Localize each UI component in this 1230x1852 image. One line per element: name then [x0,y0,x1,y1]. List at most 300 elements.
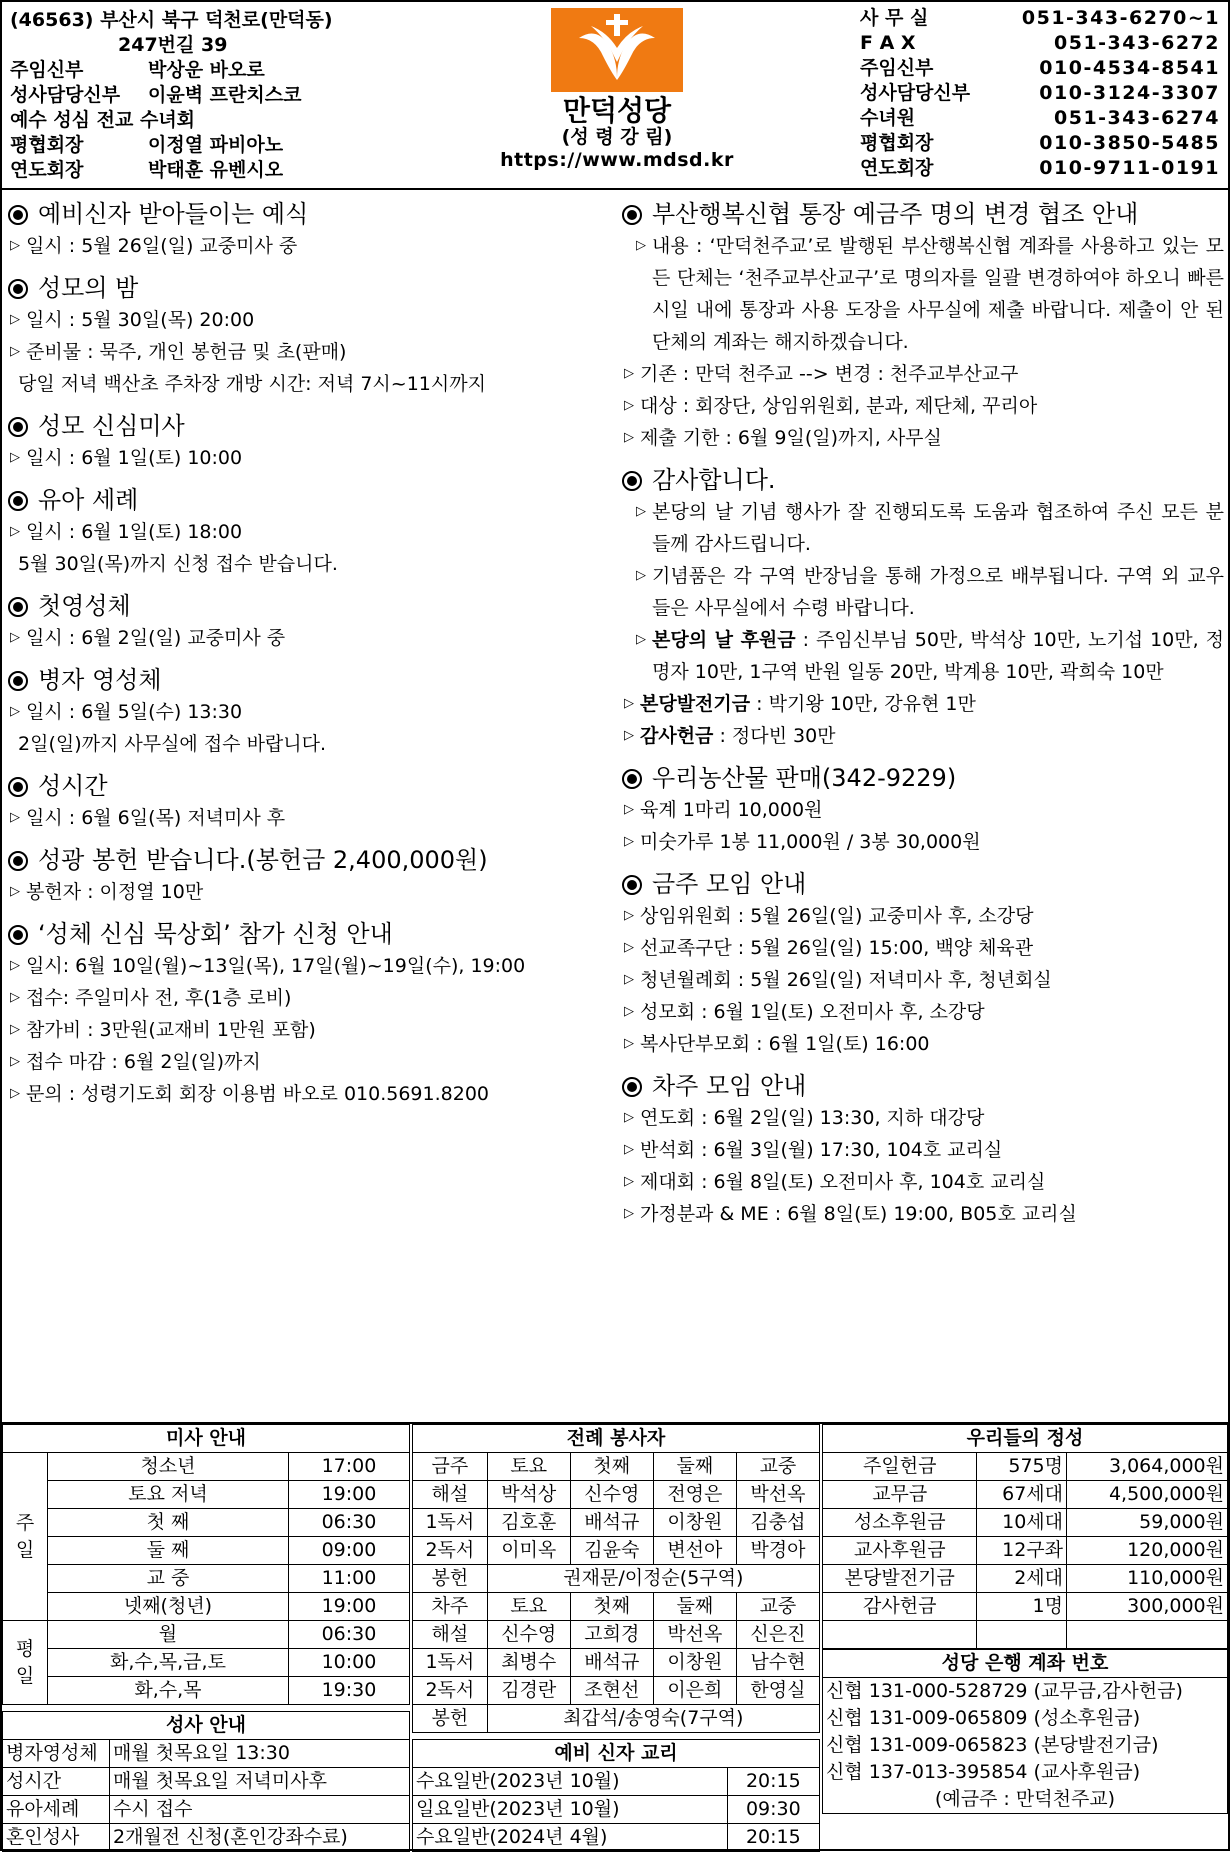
liturgy-table [412,1424,820,1733]
triangle-icon: ▷ [624,972,634,987]
offering-amount: 4,500,000원 [1067,1481,1228,1509]
notice-section [8,198,608,262]
bullet-icon [8,671,28,691]
notice-section [8,590,608,654]
liturgy-cell: 신수영 [487,1621,570,1649]
triangle-icon: ▷ [624,1142,634,1157]
section-title-text: 유아 세례 [38,486,139,514]
liturgy-cell: 이창원 [653,1509,736,1537]
bank-table [822,1649,1228,1814]
class-name: 수요일반(2024년 4월) [413,1824,728,1852]
contact-label: 연도회장 [860,157,934,179]
liturgy-head: 둘째 [653,1453,736,1481]
header-right [860,6,1220,181]
notice-item [8,442,608,474]
triangle-icon: ▷ [10,450,20,465]
liturgy-cell: 배석규 [570,1649,653,1677]
liturgy-head: 금주 [413,1453,488,1481]
liturgy-cell: 1독서 [413,1509,488,1537]
bullet-icon [622,769,642,789]
catechumen-table [412,1739,820,1852]
triangle-icon: ▷ [10,1022,20,1037]
bullet-icon [8,851,28,871]
contact-number: 010-3850-5485 [1039,132,1220,154]
triangle-icon: ▷ [10,312,20,327]
mass-table [2,1424,410,1705]
table-row [3,1677,410,1705]
empty-cell [823,1621,977,1649]
header-right-row [860,106,1220,131]
liturgy-title: 전례 봉사자 [413,1425,820,1453]
liturgy-offering: 권재문/이정순(5구역) [487,1565,819,1593]
notice-section [8,664,608,760]
header-left-value: 이윤벽 프란치스코 [148,84,302,106]
section-title [8,918,608,950]
table-row [3,1768,410,1796]
table-row [413,1740,820,1768]
notice-item [622,900,1224,932]
triangle-icon: ▷ [624,728,634,743]
table-row [823,1593,1228,1621]
section-title [8,410,608,442]
empty-cell [1067,1621,1228,1649]
notice-item-text: : 박기왕 10만, 강유현 1만 [750,693,976,715]
notice-item-text: 일시 : 6월 1일(토) 18:00 [26,521,243,543]
notice-item-text: 청년월례회 : 5월 26일(일) 저녁미사 후, 청년회실 [640,969,1052,991]
header-left-label: 성사담당신부 [10,84,121,106]
contact-number: 051-343-6272 [1054,32,1220,54]
triangle-icon: ▷ [624,398,634,413]
header-left-row [10,158,333,183]
triangle-icon: ▷ [636,568,646,583]
section-title-text: 부산행복신협 통장 예금주 명의 변경 협조 안내 [652,200,1139,228]
left-column [8,188,608,1120]
table-row [823,1678,1228,1814]
offering-amount: 59,000원 [1067,1509,1228,1537]
triangle-icon: ▷ [636,238,646,253]
church-url[interactable]: https://www.mdsd.kr [500,149,734,171]
table-row [3,1593,410,1621]
notice-item-text: 일시 : 5월 30일(목) 20:00 [26,309,255,331]
mass-name: 화,수,목 [48,1677,289,1705]
mass-time: 19:00 [288,1481,409,1509]
sacrament-name: 성시간 [3,1768,110,1796]
liturgy-head: 교중 [736,1453,819,1481]
liturgy-cell: 김충섭 [736,1509,819,1537]
table-row [823,1509,1228,1537]
bullet-icon [622,875,642,895]
table-row [823,1537,1228,1565]
offering-amount: 120,000원 [1067,1537,1228,1565]
notice-item [8,336,608,368]
class-name: 일요일반(2023년 10월) [413,1796,728,1824]
mass-name: 둘 째 [48,1537,289,1565]
mass-time: 06:30 [288,1509,409,1537]
bank-title: 성당 은행 계좌 번호 [823,1650,1228,1678]
triangle-icon: ▷ [10,990,20,1005]
address-line-2: 247번길 39 [118,34,228,56]
notice-item-text: 일시 : 6월 1일(토) 10:00 [26,447,243,469]
triangle-icon: ▷ [636,632,646,647]
notice-section [622,1070,1224,1230]
notice-item-text: 상임위원회 : 5월 26일(일) 교중미사 후, 소강당 [640,905,1034,927]
contact-number: 051-343-6270~1 [1021,7,1220,29]
table-row [3,1425,410,1453]
contact-number: 010-4534-8541 [1039,57,1220,79]
notice-item [622,390,1224,422]
liturgy-head: 차주 [413,1593,488,1621]
mass-name: 화,수,목,금,토 [48,1649,289,1677]
notice-item-text: 기념품은 각 구역 반장님을 통해 가정으로 배부됩니다. 구역 외 교우들은 사무실에서 수령 바랍니다. [652,565,1224,619]
mass-time: 09:00 [288,1537,409,1565]
notice-section [622,198,1224,454]
bank-account: 신협 131-009-065823 (본당발전기금) [826,1734,1159,1756]
section-title [8,272,608,304]
liturgy-cell: 박석상 [487,1481,570,1509]
triangle-icon: ▷ [10,238,20,253]
section-title-text: 첫영성체 [38,592,131,620]
contact-label: 사 무 실 [860,7,929,29]
notice-text: 당일 저녁 백산초 주차장 개방 시간: 저녁 7시~11시까지 [18,373,486,395]
notice-item-text: 복사단부모회 : 6월 1일(토) 16:00 [640,1033,930,1055]
bullet-icon [8,925,28,945]
notice-item [622,1198,1224,1230]
notice-item [622,624,1224,688]
liturgy-cell: 2독서 [413,1677,488,1705]
notice-item-text: 일시 : 5월 26일(일) 교중미사 중 [26,235,298,257]
liturgy-offering-label: 봉헌 [413,1565,488,1593]
church-subtitle: (성 령 강 림) [561,126,673,148]
contact-label: F A X [860,32,916,54]
offering-count: 67세대 [977,1481,1067,1509]
sacrament-name: 병자영성체 [3,1740,110,1768]
triangle-icon: ▷ [624,940,634,955]
notice-item [8,516,608,548]
class-name: 수요일반(2023년 10월) [413,1768,728,1796]
table-row [3,1712,410,1740]
notice-item [622,230,1224,358]
header-right-row [860,56,1220,81]
liturgy-offering-label: 봉헌 [413,1705,488,1733]
notice-item-text: 접수 마감 : 6월 2일(일)까지 [26,1051,261,1073]
liturgy-cell: 박선옥 [653,1621,736,1649]
right-column [622,188,1224,1236]
section-title [622,762,1224,794]
mass-name: 넷째(청년) [48,1593,289,1621]
triangle-icon: ▷ [624,696,634,711]
class-time: 20:15 [727,1824,819,1852]
liturgy-head: 첫째 [570,1593,653,1621]
header-left-label: 예수 성심 전교 수녀회 [10,109,196,131]
liturgy-cell: 이창원 [653,1649,736,1677]
section-title [622,1070,1224,1102]
table-row [3,1565,410,1593]
header-right-row [860,156,1220,181]
notice-item [8,1046,608,1078]
notice-item-text: : 주임신부님 50만, 박석상 10만, 노기섭 10만, 정명자 10만, 1구역 반원 일동 20만, 박계용 10만, 곽희숙 10만 [652,629,1224,683]
mass-name: 월 [48,1621,289,1649]
liturgy-cell: 박경아 [736,1537,819,1565]
header-left-value: 박상운 바오로 [148,59,265,81]
bullet-icon [8,777,28,797]
notice-item [622,996,1224,1028]
table-row [413,1537,820,1565]
table-row [413,1509,820,1537]
triangle-icon: ▷ [10,958,20,973]
sunday-label: 주 일 [3,1453,48,1621]
notice-item-text: 일시: 6월 10일(월)~13일(목), 17일(월)~19일(수), 19:00 [26,955,526,977]
triangle-icon: ▷ [624,802,634,817]
liturgy-cell: 최병수 [487,1649,570,1677]
bank-account: 신협 137-013-395854 (교사후원금) [826,1761,1141,1783]
sacrament-info: 수시 접수 [110,1796,410,1824]
bank-account: 신협 131-000-528729 (교무금,감사헌금) [826,1680,1183,1702]
bullet-icon [8,279,28,299]
liturgy-cell: 이미옥 [487,1537,570,1565]
triangle-icon: ▷ [10,884,20,899]
liturgy-head: 교중 [736,1593,819,1621]
offering-count: 1명 [977,1593,1067,1621]
notice-text: 5월 30일(목)까지 신청 접수 받습니다. [18,553,338,575]
contact-number: 051-343-6274 [1054,107,1220,129]
liturgy-cell: 신수영 [570,1481,653,1509]
notice-item-text: 반석회 : 6월 3일(월) 17:30, 104호 교리실 [640,1139,1003,1161]
table-row [413,1453,820,1481]
section-title-text: 우리농산물 판매(342-9229) [652,764,957,792]
section-title-text: ‘성체 신심 묵상회’ 참가 신청 안내 [38,920,393,948]
header-left-row [10,133,333,158]
offering-name: 교무금 [823,1481,977,1509]
triangle-icon: ▷ [624,908,634,923]
table-row [413,1768,820,1796]
header-left [10,8,333,183]
church-name: 만덕성당 [562,94,672,127]
church-logo-icon [551,8,683,92]
offering-amount: 110,000원 [1067,1565,1228,1593]
section-title-text: 금주 모임 안내 [652,870,807,898]
triangle-icon: ▷ [624,1110,634,1125]
notice-item [622,358,1224,390]
table-row [823,1481,1228,1509]
header-left-label: 연도회장 [10,159,84,181]
section-title-text: 병자 영성체 [38,666,162,694]
liturgy-head: 토요 [487,1593,570,1621]
table-row [413,1677,820,1705]
notice-item-label: 본당의 날 후원금 [652,629,796,651]
section-title-text: 성모 신심미사 [38,412,185,440]
section-title [622,198,1224,230]
weekday-label: 평 일 [3,1621,48,1705]
table-row [3,1796,410,1824]
triangle-icon: ▷ [636,504,646,519]
mass-time: 19:30 [288,1677,409,1705]
notice-item-text: : 정다빈 30만 [713,725,836,747]
notice-item [622,688,1224,720]
header-left-row [10,58,333,83]
notice-item [8,696,608,728]
table-row [823,1425,1228,1453]
liturgy-offering: 최갑석/송영숙(7구역) [487,1705,819,1733]
offering-count: 575명 [977,1453,1067,1481]
liturgy-head: 둘째 [653,1593,736,1621]
mass-title: 미사 안내 [3,1425,410,1453]
triangle-icon: ▷ [624,366,634,381]
sacrament-name: 혼인성사 [3,1824,110,1852]
table-row [823,1453,1228,1481]
bullet-icon [8,491,28,511]
notice-item [8,304,608,336]
notice-item-text: 연도회 : 6월 2일(일) 13:30, 지하 대강당 [640,1107,985,1129]
section-title [8,198,608,230]
table-row [413,1649,820,1677]
section-title-text: 성광 봉헌 받습니다.(봉헌금 2,400,000원) [38,846,488,874]
notice-section [8,770,608,834]
notice-item [622,1166,1224,1198]
liturgy-head: 첫째 [570,1453,653,1481]
header-right-row [860,31,1220,56]
sacrament-table [2,1711,410,1852]
notice-item [622,826,1224,858]
triangle-icon: ▷ [10,704,20,719]
triangle-icon: ▷ [624,1036,634,1051]
liturgy-cell: 조현선 [570,1677,653,1705]
sacrament-info: 2개월전 신청(혼인강좌수료) [110,1824,410,1852]
mass-time: 19:00 [288,1593,409,1621]
section-title [622,464,1224,496]
sacrament-name: 유아세례 [3,1796,110,1824]
notice-item-text: 참가비 : 3만원(교재비 1만원 포함) [26,1019,316,1041]
table-row [823,1621,1228,1649]
offering-name: 교사후원금 [823,1537,977,1565]
notice-item-text: 대상 : 회장단, 상임위원회, 분과, 제단체, 꾸리아 [640,395,1038,417]
notice-section [622,868,1224,1060]
notice-section [8,484,608,580]
notice-item [622,1134,1224,1166]
header-right-row [860,81,1220,106]
notice-item-text: 일시 : 6월 6일(목) 저녁미사 후 [26,807,286,829]
table-row [3,1649,410,1677]
notice-item [8,802,608,834]
contact-label: 성사담당신부 [860,82,971,104]
header-left-value: 박태훈 유벤시오 [148,159,284,181]
table-row [3,1509,410,1537]
section-title [8,844,608,876]
bullet-icon [622,471,642,491]
table-row [3,1537,410,1565]
notice-item [622,1028,1224,1060]
liturgy-cell: 이은희 [653,1677,736,1705]
bullet-icon [8,597,28,617]
header-left-row [10,83,333,108]
empty-cell [977,1621,1067,1649]
mass-time: 11:00 [288,1565,409,1593]
table-row [823,1650,1228,1678]
triangle-icon: ▷ [10,524,20,539]
notice-item [622,1102,1224,1134]
liturgy-cell: 한영실 [736,1677,819,1705]
address-line-1: (46563) 부산시 북구 덕천로(만덕동) [10,9,333,31]
liturgy-cell: 김경란 [487,1677,570,1705]
notice-item [8,982,608,1014]
notice-item [622,964,1224,996]
header-left-label: 주임신부 [10,59,84,81]
section-title [8,770,608,802]
notice-item [622,560,1224,624]
mass-time: 06:30 [288,1621,409,1649]
church-brand [492,8,742,172]
table-row [413,1824,820,1852]
triangle-icon: ▷ [10,1054,20,1069]
mass-name: 첫 째 [48,1509,289,1537]
liturgy-cell: 남수현 [736,1649,819,1677]
table-row [3,1453,410,1481]
notice-item-text: 가정분과 & ME : 6월 8일(토) 19:00, B05호 교리실 [640,1203,1077,1225]
bullet-icon [8,417,28,437]
notice-item-label: 본당발전기금 [640,693,751,715]
offering-amount: 3,064,000원 [1067,1453,1228,1481]
offering-count: 2세대 [977,1565,1067,1593]
notice-item-text: 선교족구단 : 5월 26일(일) 15:00, 백양 체육관 [640,937,1034,959]
notice-item-text: 제출 기한 : 6월 9일(일)까지, 사무실 [640,427,942,449]
notice-item-text: 육계 1마리 10,000원 [640,799,823,821]
sacrament-title: 성사 안내 [3,1712,410,1740]
mass-name: 토요 저녁 [48,1481,289,1509]
section-title [8,664,608,696]
triangle-icon: ▷ [624,834,634,849]
liturgy-cell: 2독서 [413,1537,488,1565]
notice-item [622,720,1224,752]
liturgy-cell: 변선아 [653,1537,736,1565]
header-right-row [860,6,1220,31]
liturgy-cell: 해설 [413,1481,488,1509]
notice-section [8,918,608,1110]
notice-item-text: 성모회 : 6월 1일(토) 오전미사 후, 소강당 [640,1001,985,1023]
bullet-icon [622,205,642,225]
notice-section [622,762,1224,858]
header-left-label: 평협회장 [10,134,84,156]
notice-item [622,422,1224,454]
triangle-icon: ▷ [10,344,20,359]
table-row [413,1705,820,1733]
notice-item-text: 일시 : 6월 5일(수) 13:30 [26,701,243,723]
liturgy-cell: 박선옥 [736,1481,819,1509]
notice-item-text: 문의 : 성령기도회 회장 이용범 바오로 010.5691.8200 [26,1083,490,1105]
notice-item-text: 봉헌자 : 이정열 10만 [26,881,204,903]
notice-item [8,622,608,654]
offering-name: 본당발전기금 [823,1565,977,1593]
notice-item-text: 제대회 : 6월 8일(토) 오전미사 후, 104호 교리실 [640,1171,1046,1193]
notice-item [622,932,1224,964]
notice-section [8,844,608,908]
table-row [3,1621,410,1649]
triangle-icon: ▷ [624,1004,634,1019]
liturgy-cell: 1독서 [413,1649,488,1677]
catechumen-title: 예비 신자 교리 [413,1740,820,1768]
table-row [413,1565,820,1593]
offering-title: 우리들의 정성 [823,1425,1228,1453]
notice-item-text: 기존 : 만덕 천주교 --> 변경 : 천주교부산교구 [640,363,1019,385]
liturgy-cell: 김윤숙 [570,1537,653,1565]
sacrament-info: 매월 첫목요일 저녁미사후 [110,1768,410,1796]
mass-time: 10:00 [288,1649,409,1677]
header-left-row [10,108,333,133]
notice-section [8,272,608,400]
notice-item [622,496,1224,560]
triangle-icon: ▷ [10,1086,20,1101]
liturgy-cell: 해설 [413,1621,488,1649]
triangle-icon: ▷ [10,630,20,645]
notice-section [8,410,608,474]
